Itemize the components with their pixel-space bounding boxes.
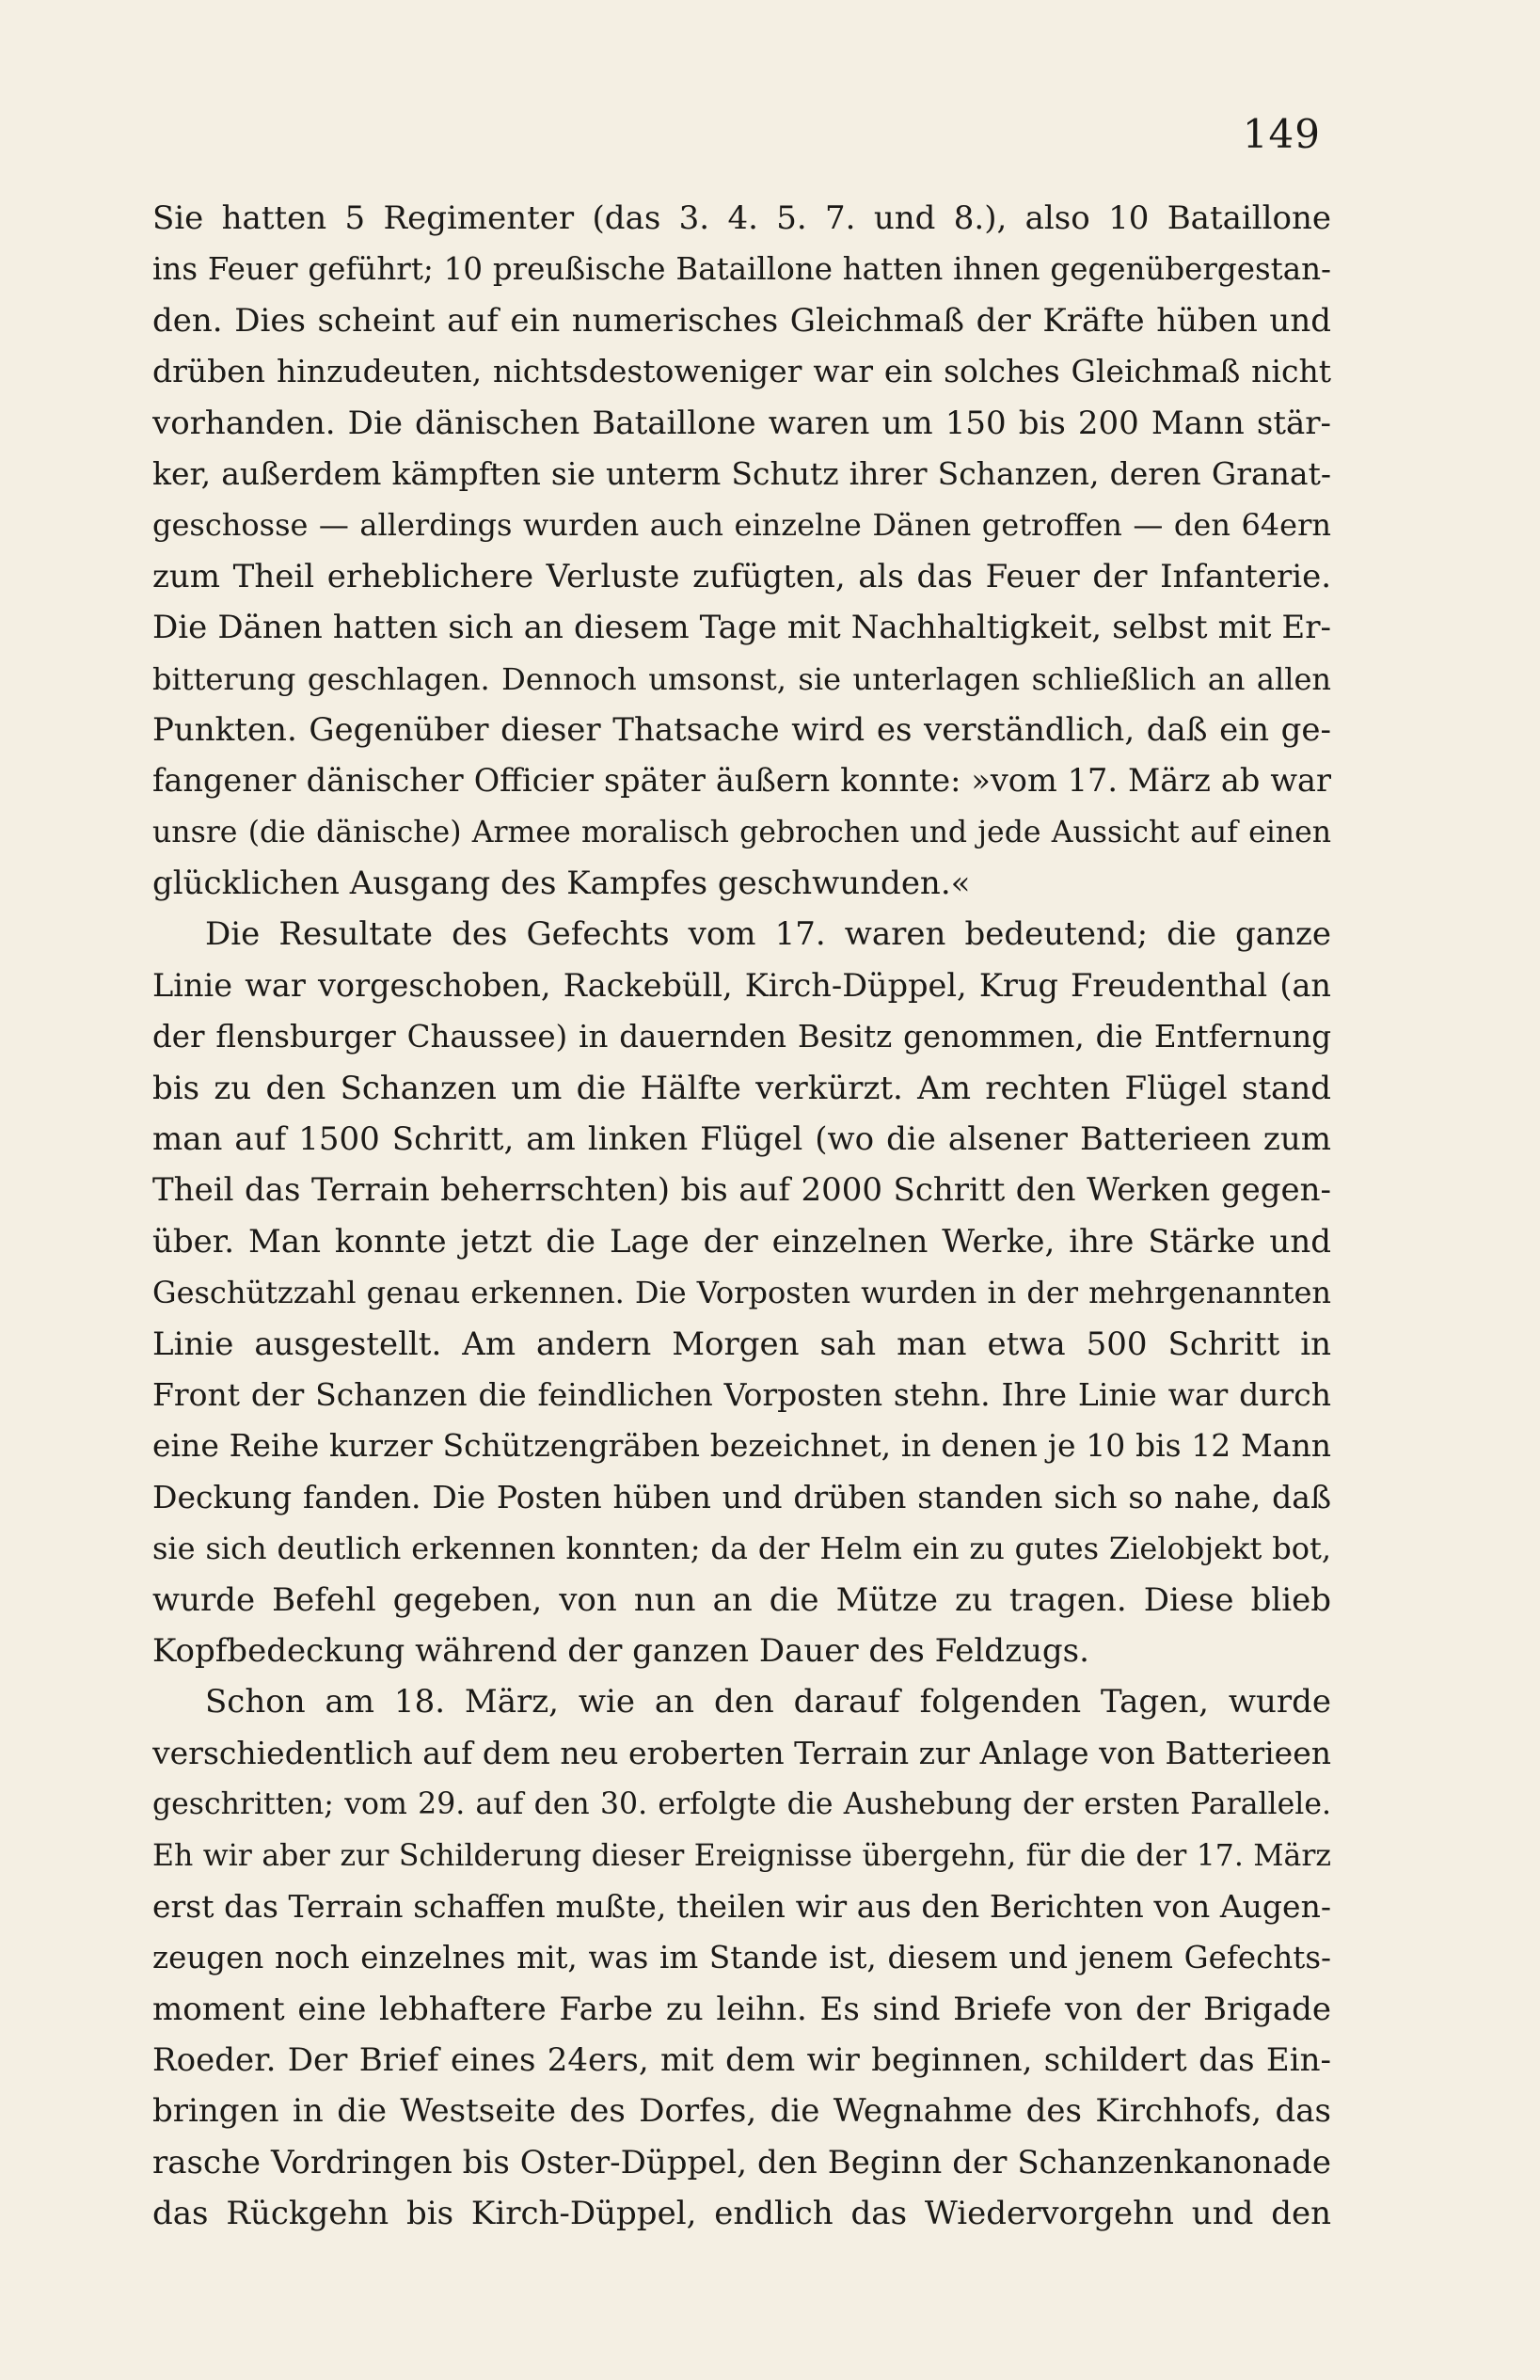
text-line: Theil das Terrain beherrschten) bis auf 2000 Schritt den Werken gegen- xyxy=(152,1171,1331,1210)
text-line: man auf 1500 Schritt, am linken Flügel (wo die alsener Batterieen zum xyxy=(152,1120,1331,1159)
text-line: zeugen noch einzelnes mit, was im Stande ist, diesem und jenem Gefechts- xyxy=(152,1940,1331,1976)
text-line: der flensburger Chaussee) in dauernden Besitz genommen, die Entfernung xyxy=(152,1019,1331,1055)
text-line: Roeder. Der Brief eines 24ers, mit dem wir beginnen, schildert das Ein- xyxy=(152,2041,1331,2080)
text-line: rasche Vordringen bis Oster-Düppel, den Beginn der Schanzenkanonade xyxy=(152,2143,1331,2182)
text-line: bringen in die Westseite des Dorfes, die Wegnahme des Kirchhofs, das xyxy=(152,2092,1331,2131)
text-line: glücklichen Ausgang des Kampfes geschwunden.« xyxy=(152,865,971,903)
text-line: Eh wir aber zur Schilderung dieser Ereignisse übergehn, für die der 17. März xyxy=(152,1838,1331,1873)
text-line: Die Resultate des Gefechts vom 17. waren bedeutend; die ganze xyxy=(205,915,1331,954)
page-number: 149 xyxy=(1242,111,1321,157)
text-line: Punkten. Gegenüber dieser Thatsache wird es verständlich, daß ein ge- xyxy=(152,710,1331,749)
text-line: drüben hinzudeuten, nichtsdestoweniger war ein solches Gleichmaß nicht xyxy=(152,353,1331,390)
text-line: ker, außerdem kämpften sie unterm Schutz ihrer Schanzen, deren Granat- xyxy=(152,454,1331,492)
text-line: verschiedentlich auf dem neu eroberten Terrain zur Anlage von Batterieen xyxy=(152,1734,1331,1771)
body-text xyxy=(152,193,1331,2240)
text-line: geschosse — allerdings wurden auch einzelne Dänen getroffen — den 64ern xyxy=(152,507,1331,544)
text-line: vorhanden. Die dänischen Bataillone waren um 150 bis 200 Mann stär- xyxy=(152,404,1331,442)
text-line: geschritten; vom 29. auf den 30. erfolgte die Aushebung der ersten Parallele. xyxy=(152,1787,1331,1822)
text-line: den. Dies scheint auf ein numerisches Gleichmaß der Kräfte hüben und xyxy=(152,301,1331,340)
text-line: das Rückgehn bis Kirch-Düppel, endlich das Wiedervorgehn und den xyxy=(152,2195,1331,2233)
text-line: Linie war vorgeschoben, Rackebüll, Kirch-Düppel, Krug Freudenthal (an xyxy=(152,966,1331,1004)
text-line: Front der Schanzen die feindlichen Vorposten stehn. Ihre Linie war durch xyxy=(152,1375,1331,1413)
text-line: fangener dänischer Officier später äußern konnte: »vom 17. März ab war xyxy=(152,762,1331,800)
text-line: eine Reihe kurzer Schützengräben bezeichnet, in denen je 10 bis 12 Mann xyxy=(152,1427,1331,1465)
text-line: sie sich deutlich erkennen konnten; da der Helm ein zu gutes Zielobjekt bot, xyxy=(152,1531,1331,1567)
text-line: Deckung fanden. Die Posten hüben und drüben standen sich so nahe, daß xyxy=(152,1478,1331,1515)
text-line: Die Dänen hatten sich an diesem Tage mit Nachhaltigkeit, selbst mit Er- xyxy=(152,609,1331,647)
text-line: wurde Befehl gegeben, von nun an die Mütze zu tragen. Diese blieb xyxy=(152,1580,1331,1619)
text-line: bis zu den Schanzen um die Hälfte verkürzt. Am rechten Flügel stand xyxy=(152,1069,1331,1107)
text-line: Geschützzahl genau erkennen. Die Vorposten wurden in der mehrgenannten xyxy=(152,1275,1331,1311)
text-line: ins Feuer geführt; 10 preußische Bataillone hatten ihnen gegenübergestan- xyxy=(152,251,1331,288)
text-line: Sie hatten 5 Regimenter (das 3. 4. 5. 7. und 8.), also 10 Bataillone xyxy=(152,199,1331,237)
text-line: Schon am 18. März, wie an den darauf folgenden Tagen, wurde xyxy=(205,1683,1331,1722)
text-line: moment eine lebhaftere Farbe zu leihn. Es sind Briefe von der Brigade xyxy=(152,1990,1331,2028)
text-line: Kopfbedeckung während der ganzen Dauer des Feldzugs. xyxy=(152,1631,1089,1670)
text-line: bitterung geschlagen. Dennoch umsonst, sie unterlagen schließlich an allen xyxy=(152,660,1331,697)
text-line: Linie ausgestellt. Am andern Morgen sah man etwa 500 Schritt in xyxy=(152,1325,1331,1363)
text-line: unsre (die dänische) Armee moralisch gebrochen und jede Aussicht auf einen xyxy=(152,815,1331,849)
text-line: zum Theil erheblichere Verluste zufügten, als das Feuer der Infanterie. xyxy=(152,557,1331,595)
text-line: erst das Terrain schaffen mußte, theilen wir aus den Berichten von Augen- xyxy=(152,1887,1331,1925)
text-line: über. Man konnte jetzt die Lage der einzelnen Werke, ihre Stärke und xyxy=(152,1222,1331,1261)
